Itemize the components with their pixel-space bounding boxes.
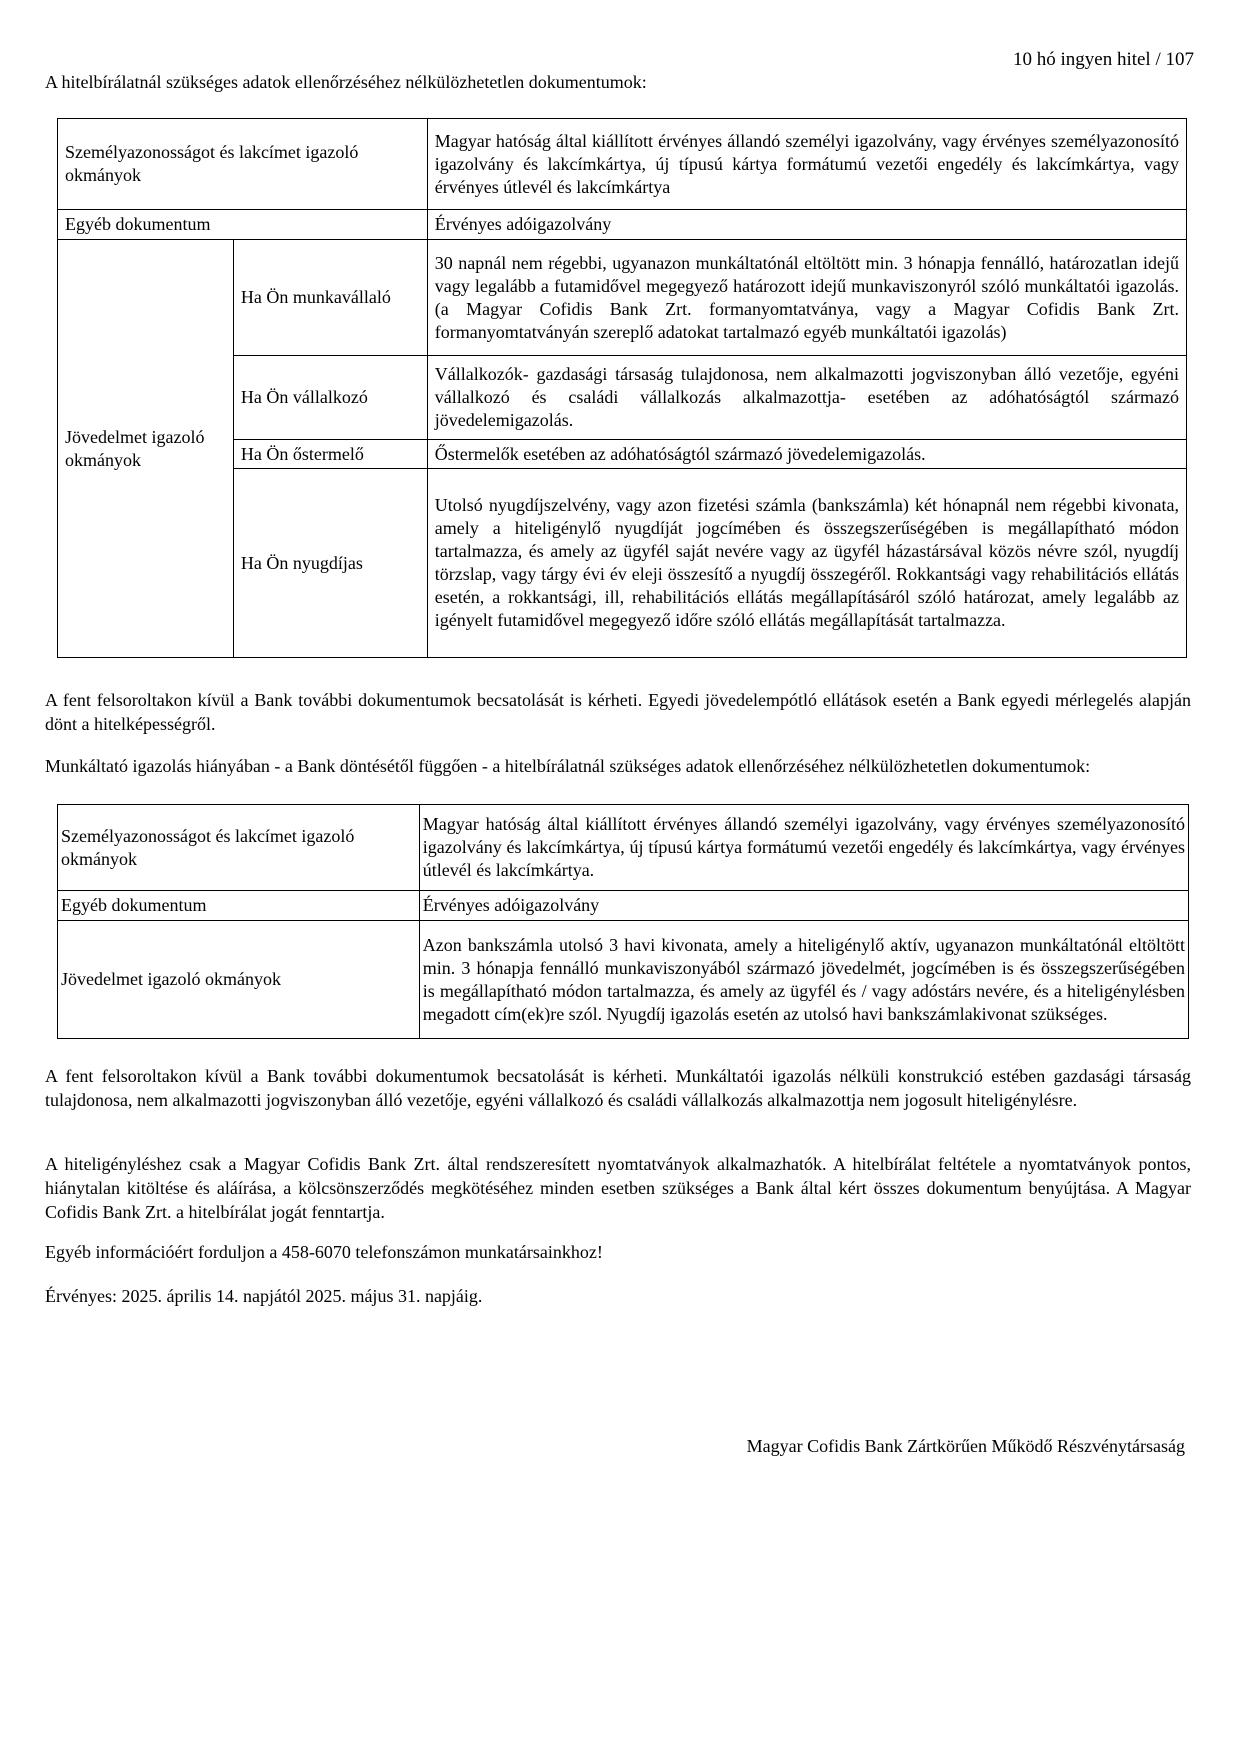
table-row xyxy=(58,891,1189,921)
income-label-cell: Jövedelmet igazoló okmányok xyxy=(58,921,420,1039)
case-entrepreneur-cell: Ha Ön vállalkozó xyxy=(233,356,427,440)
case-employee-cell: Ha Ön munkavállaló xyxy=(233,240,427,356)
case-farmer-cell: Ha Ön őstermelő xyxy=(233,440,427,469)
case-pensioner-cell: Ha Ön nyugdíjas xyxy=(233,469,427,658)
table-row xyxy=(58,210,1187,240)
id-label-cell: Személyazonosságot és lakcímet igazoló okmányok xyxy=(58,805,420,891)
other-doc-label-cell: Egyéb dokumentum xyxy=(58,210,428,240)
table-row xyxy=(58,921,1189,1039)
income-label-cell: Jövedelmet igazoló okmányok xyxy=(58,240,234,658)
case-farmer-text: Őstermelők esetében az adóhatóságtól származó jövedelemigazolás. xyxy=(427,440,1186,469)
documents-table xyxy=(57,118,1187,658)
other-doc-value-cell: Érvényes adóigazolvány xyxy=(419,891,1188,921)
paragraph: Egyéb információért forduljon a 458-6070 telefonszámon munkatársainkhoz! xyxy=(45,1242,603,1262)
paragraph: A fent felsoroltakon kívül a Bank további dokumentumok becsatolását is kérheti. Munkáltatói igazolás nélküli konstrukció estében gazdasági társaság tulajdonosa, nem alkalmazotti jogviszonyban álló vezetője, egyéni vállalkozó és családi vállalkozás alkalmazottja nem jogosult hiteligénylésre. xyxy=(45,1066,1191,1110)
page-reference: 10 hó ingyen hitel / 107 xyxy=(1012,49,1194,70)
other-doc-value-cell: Érvényes adóigazolvány xyxy=(427,210,1186,240)
intro-text: A hitelbírálatnál szükséges adatok ellenőrzéséhez nélkülözhetetlen dokumentumok: xyxy=(45,72,647,92)
id-label-cell: Személyazonosságot és lakcímet igazoló okmányok xyxy=(58,119,428,210)
paragraph: A hiteligényléshez csak a Magyar Cofidis Bank Zrt. által rendszeresített nyomtatványok alkalmazhatók. A hitelbírálat feltétele a nyomtatványok pontos, hiánytalan kitöltése és aláírása, a kölcsönszerződés megkötéséhez minden esetben szükséges a Bank által kért összes dokumentum benyújtása. A Magyar Cofidis Bank Zrt. a hitelbírálat jogát fenntartja. xyxy=(45,1154,1191,1222)
paragraph: Munkáltató igazolás hiányában - a Bank döntésétől függően - a hitelbírálatnál szükséges adatok ellenőrzéséhez nélkülözhetetlen dokumentumok: xyxy=(45,756,1091,776)
case-employee-text: 30 napnál nem régebbi, ugyanazon munkáltatónál eltöltött min. 3 hónapja fennálló, határozatlan idejű vagy legalább a futamidővel megegyező határozott idejű munkaviszonyról szóló munkáltatói igazolás. (a Magyar Cofidis Bank Zrt. formanyomtatványa, vagy a Magyar Cofidis Bank Zrt. formanyomtatványán szereplő adatokat tartalmazó egyéb munkáltatói igazolás) xyxy=(427,240,1186,356)
table-row xyxy=(58,805,1189,891)
id-value-cell: Magyar hatóság által kiállított érvényes állandó személyi igazolvány, vagy érvényes személyazonosító igazolvány és lakcímkártya, új típusú kártya formátumú vezetői engedély és lakcímkártya, vagy érvényes útlevél és lakcímkártya. xyxy=(419,805,1188,891)
table-row xyxy=(58,240,1187,356)
signature-line: Magyar Cofidis Bank Zártkörűen Működő Részvénytársaság xyxy=(746,1436,1185,1456)
id-value-cell: Magyar hatóság által kiállított érvényes állandó személyi igazolvány, vagy érvényes személyazonosító igazolvány és lakcímkártya, új típusú kártya formátumú vezetői engedély és lakcímkártya, vagy érvényes útlevél és lakcímkártya xyxy=(427,119,1186,210)
paragraph: Érvényes: 2025. április 14. napjától 2025. május 31. napjáig. xyxy=(45,1286,483,1306)
documents-table-no-employer xyxy=(57,804,1189,1039)
income-value-cell: Azon bankszámla utolsó 3 havi kivonata, amely a hiteligénylő aktív, ugyanazon munkáltatónál eltöltött min. 3 hónapja fennálló munkaviszonyából származó jövedelmét, jogcímében is és összegszerűségében is megállapítható módon tartalmazza, és amely az ügyfél és / vagy adóstárs nevére, és a hiteligénylésben megadott cím(ek)re szól. Nyugdíj igazolás esetén az utolsó havi bankszámlakivonat szükséges. xyxy=(419,921,1188,1039)
table-row xyxy=(58,119,1187,210)
other-doc-label-cell: Egyéb dokumentum xyxy=(58,891,420,921)
paragraph: A fent felsoroltakon kívül a Bank további dokumentumok becsatolását is kérheti. Egyedi jövedelempótló ellátások esetén a Bank egyedi mérlegelés alapján dönt a hitelképességről. xyxy=(45,690,1191,734)
case-entrepreneur-text: Vállalkozók- gazdasági társaság tulajdonosa, nem alkalmazotti jogviszonyban álló vezetője, egyéni vállalkozó és családi vállalkozás alkalmazottja- esetében az adóhatóságtól származó jövedelemigazolás. xyxy=(427,356,1186,440)
case-pensioner-text: Utolsó nyugdíjszelvény, vagy azon fizetési számla (bankszámla) két hónapnál nem régebbi kivonata, amely a hiteligénylő nyugdíját jogcímében és összegszerűségében is megállapítható módon tartalmazza, és amely az ügyfél saját nevére vagy az ügyfél házastársával közös névre szól, nyugdíj törzslap, vagy tárgy évi év eleji összesítő a nyugdíj összegéről. Rokkantsági vagy rehabilitációs ellátás esetén, a rokkantsági, ill, rehabilitációs ellátás megállapításáról szóló határozat, amely legalább az igényelt futamidővel megegyező időre szóló ellátás megállapítását tartalmazza. xyxy=(427,469,1186,658)
